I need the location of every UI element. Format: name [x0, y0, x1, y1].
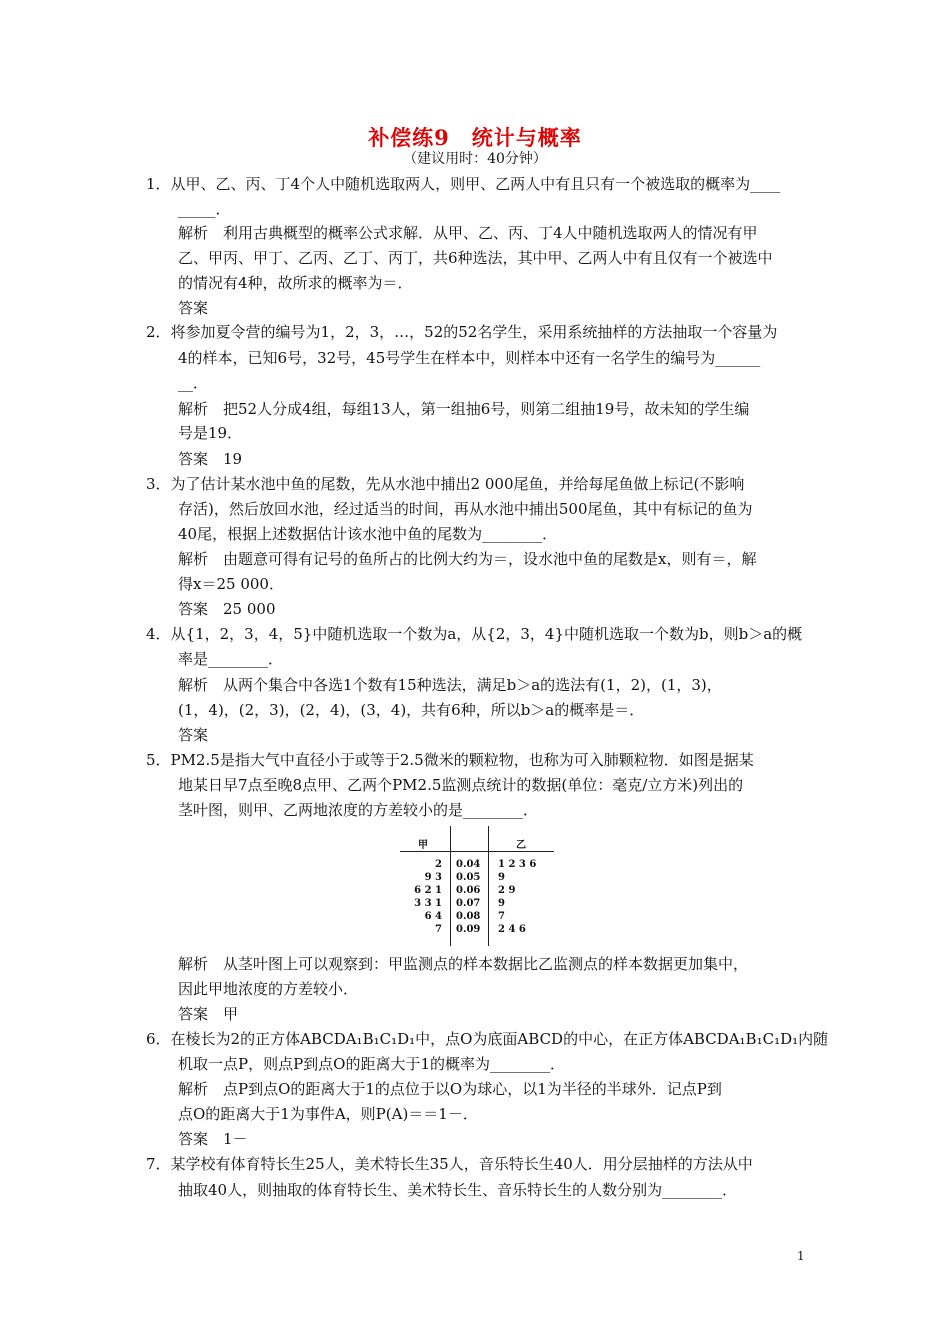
solution-line: 因此甲地浓度的方差较小． — [178, 980, 359, 998]
page-subtitle: （建议用时：40分钟） — [403, 151, 547, 167]
solution-line: 点O的距离大于1为事件A，则P(A)＝＝1－． — [178, 1105, 478, 1123]
question-3-line: 3．为了估计某水池中鱼的尾数，先从水池中捕出2 000尾鱼，并给每尾鱼做上标记(不影响 — [146, 475, 745, 493]
question-1-line: _____． — [178, 200, 231, 218]
stem-leaf-stem: 0.07 — [456, 898, 481, 909]
solution-line: 解析 从茎叶图上可以观察到：甲监测点的样本数据比乙监测点的样本数据更加集中， — [178, 955, 749, 973]
stem-leaf-right-leaves: 1 2 3 6 — [498, 859, 537, 870]
question-6-line: 机取一点P，则点P到点O的距离大于1的概率为________． — [178, 1055, 566, 1073]
question-4-line: 率是________． — [178, 650, 284, 668]
question-6-line: 6．在棱长为2的正方体ABCDA₁B₁C₁D₁中，点O为底面ABCD的中心，在正方体ABCDA₁B₁C₁D₁内随 — [146, 1030, 829, 1048]
stem-leaf-stem: 0.09 — [456, 924, 481, 935]
stem-leaf-stem: 0.06 — [456, 885, 481, 896]
stem-leaf-right-leaves: 9 — [498, 898, 505, 909]
stem-leaf-left-leaves: 6 2 1 — [414, 885, 442, 896]
stem-leaf-right-header: 乙 — [516, 840, 526, 851]
stem-leaf-left-leaves: 9 3 — [424, 872, 442, 883]
stem-leaf-right-leaves: 9 — [498, 872, 505, 883]
answer-line: 答案 甲 — [178, 1005, 239, 1023]
question-1-line: 1．从甲、乙、丙、丁4个人中随机选取两人，则甲、乙两人中有且只有一个被选取的概率为____ — [146, 175, 781, 193]
answer-line: 答案 19 — [178, 450, 243, 468]
answer-line: 答案 — [178, 299, 209, 317]
solution-line: 解析 把52人分成4组，每组13人，第一组抽6号，则第二组抽19号，故未知的学生编 — [178, 400, 750, 418]
stem-leaf-plot — [398, 826, 554, 946]
question-5-line: 5．PM2.5是指大气中直径小于或等于2.5微米的颗粒物，也称为可入肺颗粒物．如图是据某 — [146, 751, 754, 769]
question-7-line: 7．某学校有体育特长生25人，美术特长生35人，音乐特长生40人．用分层抽样的方法从中 — [146, 1155, 753, 1173]
stem-leaf-stem: 0.05 — [456, 872, 481, 883]
question-3-line: 40尾，根据上述数据估计该水池中鱼的尾数为________． — [178, 525, 558, 543]
stem-leaf-left-leaves: 7 — [435, 924, 442, 935]
stem-leaf-right-leaves: 2 9 — [498, 885, 516, 896]
solution-line: 解析 利用古典概型的概率公式求解．从甲、乙、丙、丁4人中随机选取两人的情况有甲 — [178, 224, 758, 242]
stem-leaf-right-rule — [488, 826, 489, 946]
question-2-line: 2．将参加夏令营的编号为1，2，3，…，52的52名学生，采用系统抽样的方法抽取一个容量为 — [146, 323, 778, 341]
question-2-line: __． — [178, 374, 209, 392]
question-3-line: 存活)，然后放回水池，经过适当的时间，再从水池中捕出500尾鱼，其中有标记的鱼为 — [178, 500, 753, 518]
solution-line: 乙、甲丙、甲丁、乙丙、乙丁、丙丁，共6种选法，其中甲、乙两人中有且仅有一个被选中 — [178, 249, 773, 267]
solution-line: 的情况有4种，故所求的概率为＝． — [178, 274, 413, 292]
question-2-line: 4的样本，已知6号，32号，45号学生在样本中，则样本中还有一名学生的编号为______ — [178, 349, 761, 367]
stem-leaf-stem: 0.04 — [456, 859, 481, 870]
stem-leaf-left-header: 甲 — [418, 840, 428, 851]
question-5-line: 地某日早7点至晚8点甲、乙两个PM2.5监测点统计的数据(单位：毫克/立方米)列出的 — [178, 776, 744, 794]
question-7-line: 抽取40人，则抽取的体育特长生、美术特长生、音乐特长生的人数分别为________． — [178, 1181, 738, 1199]
stem-leaf-left-leaves: 2 — [435, 859, 442, 870]
stem-leaf-right-leaves: 7 — [498, 911, 505, 922]
solution-line: 解析 由题意可得有记号的鱼所占的比例大约为＝，设水池中鱼的尾数是x，则有＝，解 — [178, 550, 757, 568]
stem-leaf-left-rule — [450, 826, 451, 946]
solution-line: 解析 点P到点O的距离大于1的点位于以O为球心，以1为半径的半球外．记点P到 — [178, 1080, 722, 1098]
stem-leaf-left-leaves: 3 3 1 — [414, 898, 442, 909]
question-5-line: 茎叶图，则甲、乙两地浓度的方差较小的是________． — [178, 801, 539, 819]
page-title: 补偿练9 统计与概率 — [368, 125, 582, 150]
solution-line: 解析 从两个集合中各选1个数有15种选法，满足b＞a的选法有(1，2)，(1，3)， — [178, 676, 722, 694]
solution-line: 号是19． — [178, 424, 243, 442]
stem-leaf-left-leaves: 6 4 — [424, 911, 442, 922]
solution-line: 得x＝25 000． — [178, 575, 284, 593]
solution-line: (1，4)，(2，3)，(2，4)，(3，4)，共有6种，所以b＞a的概率是＝． — [178, 701, 645, 719]
stem-leaf-header-rule — [400, 851, 554, 852]
stem-leaf-stem: 0.08 — [456, 911, 481, 922]
page-number: 1 — [797, 1249, 805, 1263]
answer-line: 答案 25 000 — [178, 600, 276, 618]
stem-leaf-right-leaves: 2 4 6 — [498, 924, 526, 935]
answer-line: 答案 1－ — [178, 1130, 248, 1148]
question-4-line: 4．从{1，2，3，4，5}中随机选取一个数为a，从{2，3，4}中随机选取一个数为b，则b＞a的概 — [146, 625, 803, 643]
answer-line: 答案 — [178, 726, 209, 744]
